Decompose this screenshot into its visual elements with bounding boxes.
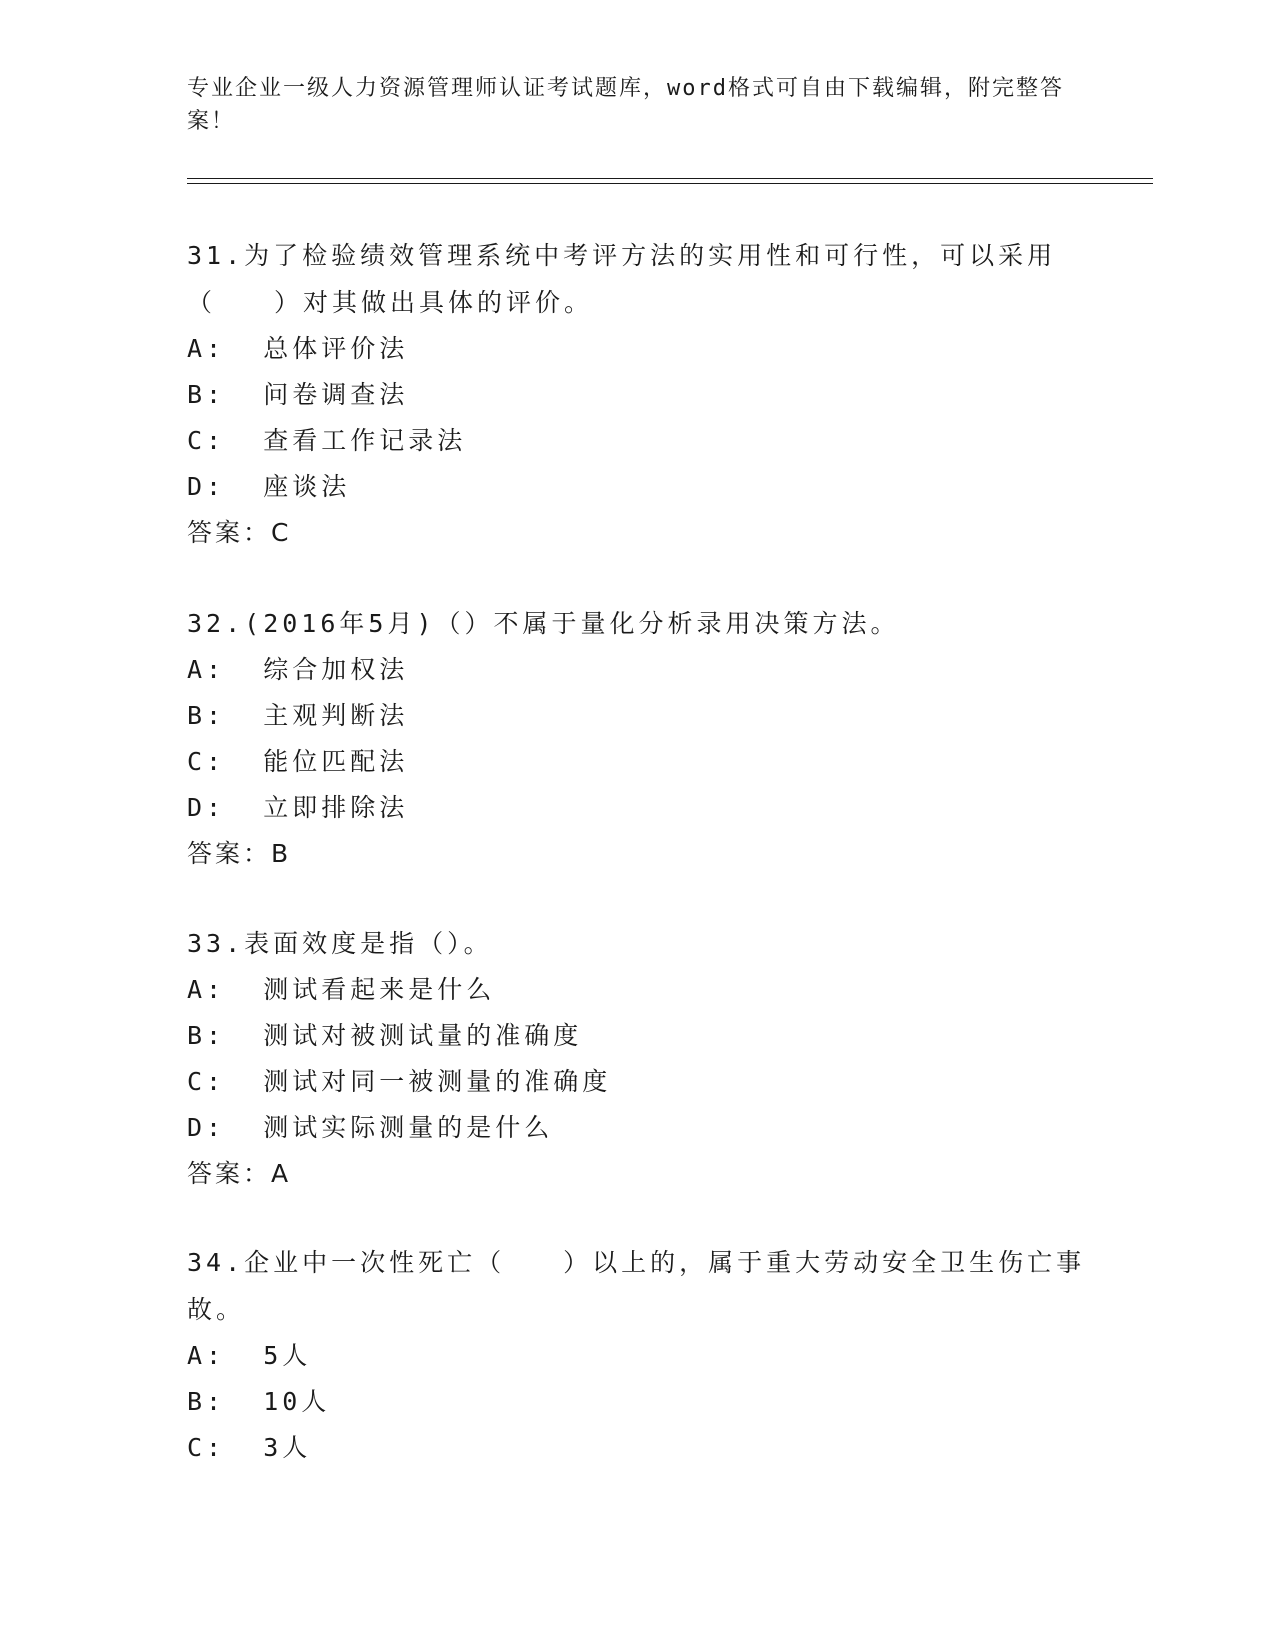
answer-label: 答案：C: [187, 518, 292, 547]
question-stem: 31.为了检验绩效管理系统中考评方法的实用性和可行性，可以采用（ ）对其做出具体的评价。: [187, 241, 1057, 317]
answer-label: 答案：B: [187, 839, 292, 868]
answer-label: 答案：A: [187, 1159, 292, 1188]
option-a: A: 测试看起来是什么: [187, 975, 496, 1004]
header-divider-bottom: [187, 183, 1153, 184]
option-c: C: 能位匹配法: [187, 747, 409, 776]
option-a: A: 综合加权法: [187, 655, 409, 684]
option-b: B: 问卷调查法: [187, 380, 409, 409]
option-c: C: 测试对同一被测量的准确度: [187, 1067, 612, 1096]
option-b: B: 10人: [187, 1387, 331, 1416]
question-stem: 34.企业中一次性死亡（ ）以上的，属于重大劳动安全卫生伤亡事故。: [187, 1248, 1086, 1324]
option-b: B: 测试对被测试量的准确度: [187, 1021, 583, 1050]
option-d: D: 座谈法: [187, 472, 351, 501]
question-stem: 32.(2016年5月)（）不属于量化分析录用决策方法。: [187, 609, 900, 638]
question-34: [187, 1239, 1087, 1471]
option-a: A: 5人: [187, 1341, 312, 1370]
header-divider-top: [187, 178, 1153, 179]
question-33: [187, 920, 1087, 1197]
option-d: D: 立即排除法: [187, 793, 409, 822]
option-c: C: 3人: [187, 1433, 312, 1462]
option-d: D: 测试实际测量的是什么: [187, 1113, 554, 1142]
document-header: 专业企业一级人力资源管理师认证考试题库，word格式可自由下载编辑，附完整答案！: [187, 76, 1064, 134]
question-stem: 33.表面效度是指（）。: [187, 929, 493, 958]
option-a: A: 总体评价法: [187, 334, 409, 363]
question-31: [187, 232, 1087, 556]
option-b: B: 主观判断法: [187, 701, 409, 730]
option-c: C: 查看工作记录法: [187, 426, 467, 455]
question-32: [187, 600, 1087, 877]
